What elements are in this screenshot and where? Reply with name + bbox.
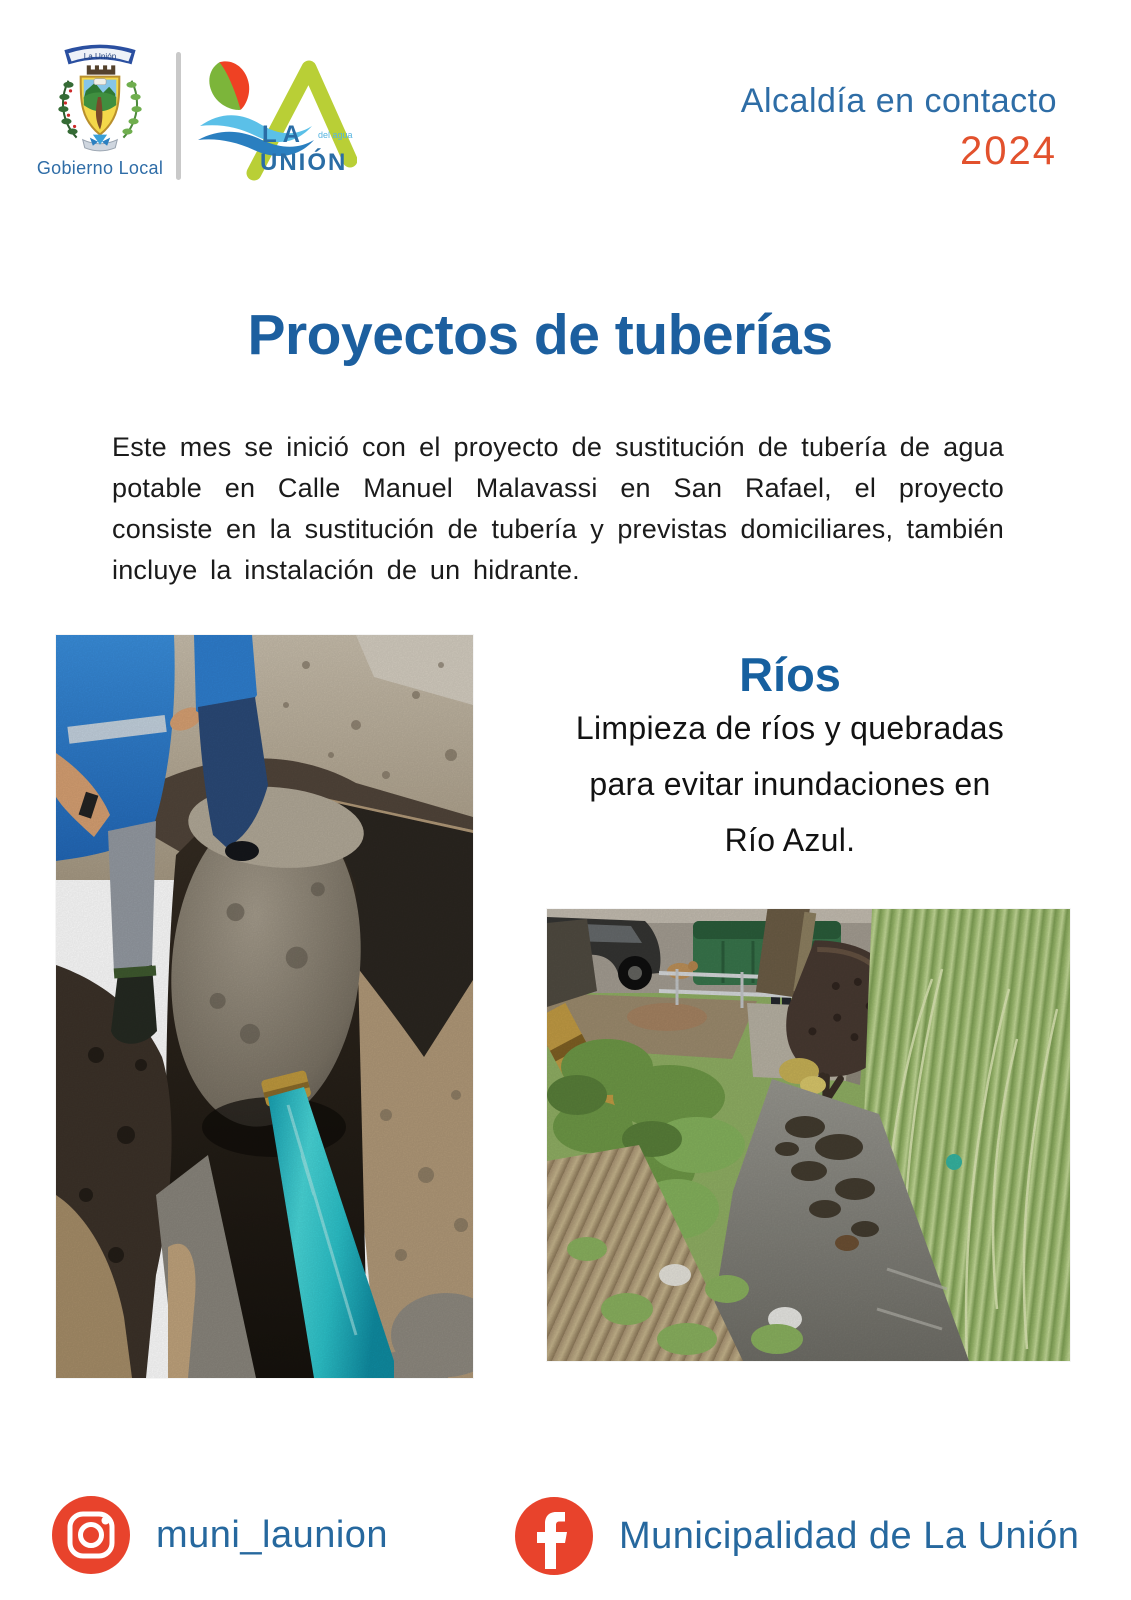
logo-divider: [176, 52, 181, 180]
crest-caption: Gobierno Local: [36, 158, 164, 178]
crest-banner-text: La Unión: [83, 51, 117, 61]
rios-line: Río Azul.: [724, 822, 856, 858]
program-title: Alcaldía en contacto: [740, 82, 1057, 120]
la-union-del-agua-logo-icon: [192, 48, 357, 183]
facebook-page-name: Municipalidad de La Unión: [619, 1514, 1080, 1557]
rios-paragraph: [500, 700, 1080, 868]
instagram-icon: [52, 1496, 130, 1574]
page-title: Proyectos de tuberías: [247, 303, 833, 368]
instagram-handle: muni_launion: [156, 1513, 389, 1556]
rios-line: para evitar inundaciones en: [589, 766, 991, 802]
logo-word-union: UNIÓN: [260, 149, 348, 176]
coat-of-arms-icon: [56, 40, 144, 160]
logo-tagline: del agua: [318, 130, 353, 140]
facebook-icon: [515, 1497, 593, 1575]
rios-line: Limpieza de ríos y quebradas: [575, 710, 1005, 746]
pipe-trench-photo: [56, 635, 473, 1378]
facebook-link[interactable]: [515, 1497, 1079, 1575]
intro-paragraph: Este mes se inició con el proyecto de sustitución de tubería de agua potable en Calle Manuel Malavassi en San Rafael, el proyecto consiste en la sustitución de tubería y previstas domiciliares, también incluye la instalación de un hidrante.: [112, 432, 1004, 585]
program-year: 2024: [960, 129, 1057, 173]
logo-word-la: LA: [262, 121, 306, 148]
program-header: [741, 82, 1057, 174]
instagram-link[interactable]: [52, 1496, 388, 1574]
rios-heading: Ríos: [739, 648, 841, 701]
river-cleaning-photo: [547, 909, 1070, 1361]
